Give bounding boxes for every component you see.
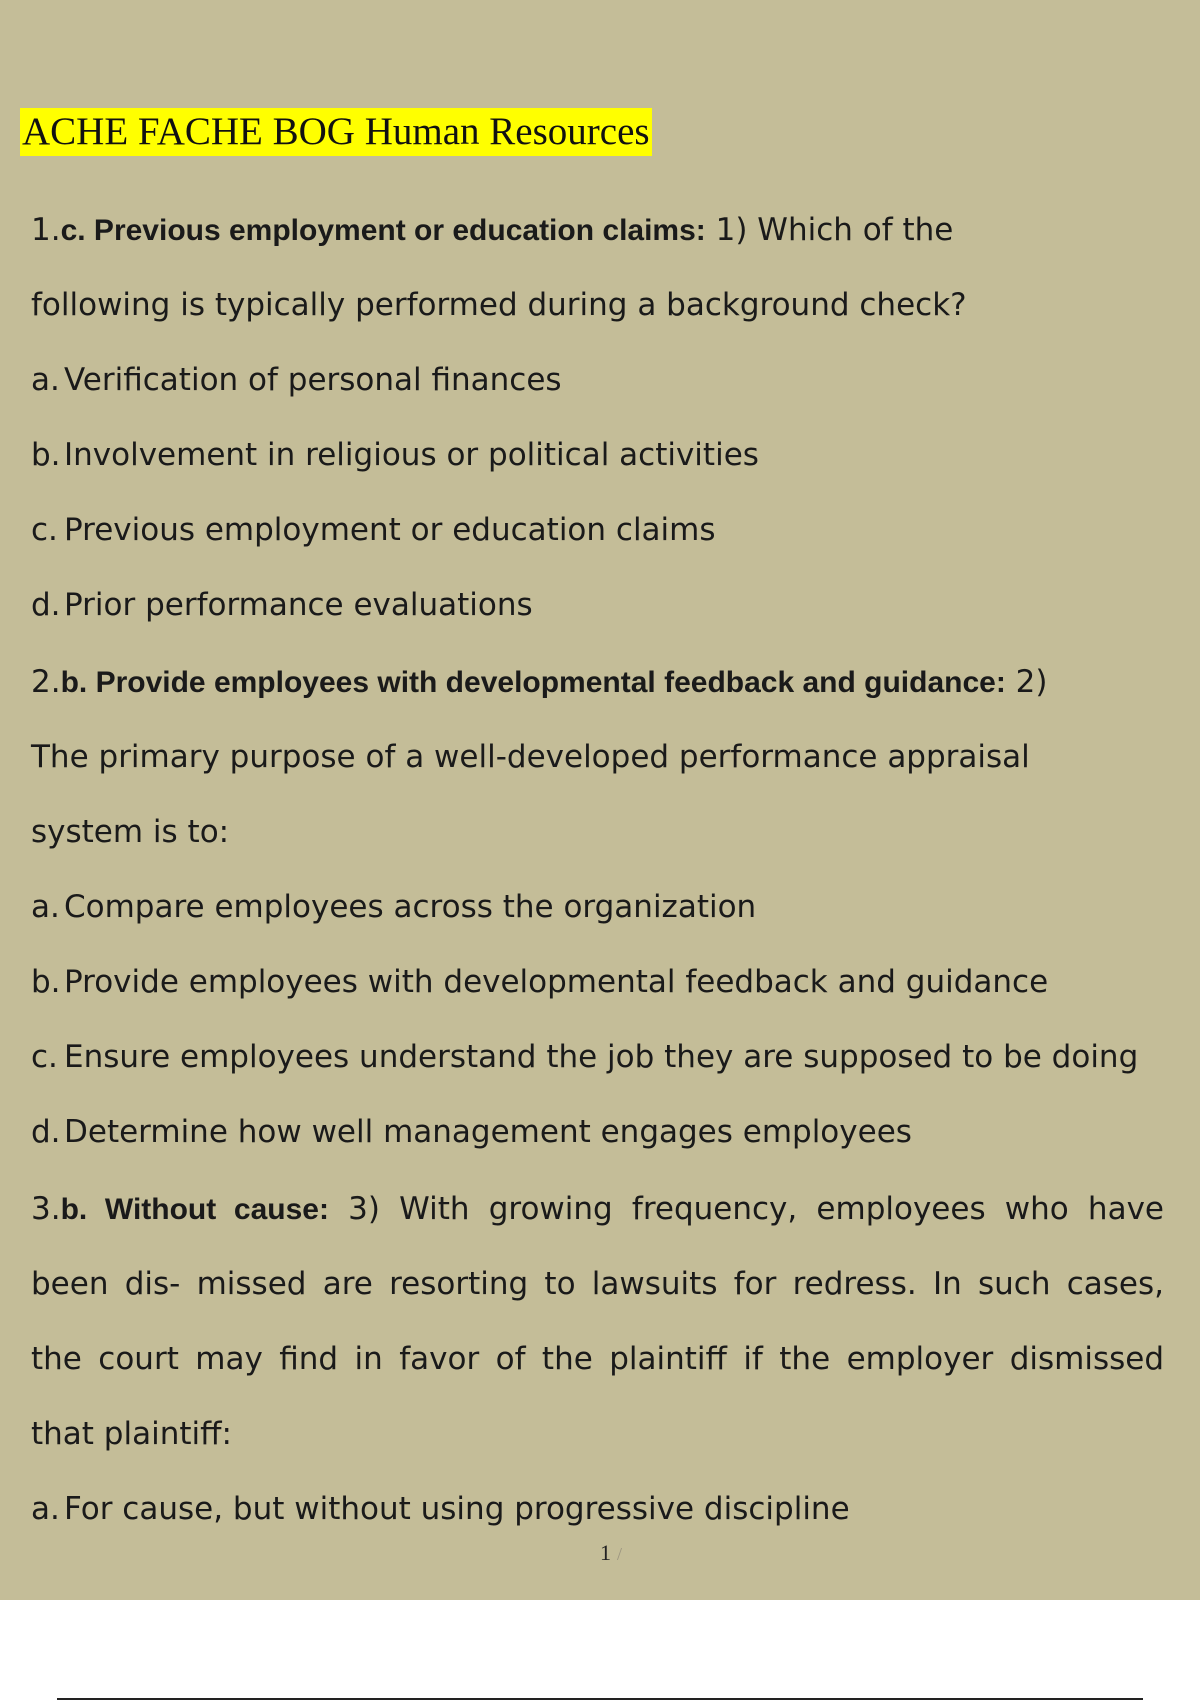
question-1-heading bbox=[31, 210, 953, 251]
option-letter: c. bbox=[31, 512, 58, 548]
option-letter: a. bbox=[31, 362, 60, 398]
option-text: Provide employees with developmental feedback and guidance bbox=[64, 964, 1049, 1000]
option-letter: b. bbox=[31, 437, 61, 473]
correct-answer: b. Without cause: bbox=[60, 1193, 329, 1226]
answer-option bbox=[31, 1489, 850, 1529]
option-letter: c. bbox=[31, 1039, 58, 1075]
question-stem-line: The primary purpose of a well-developed performance appraisal bbox=[31, 739, 1030, 775]
answer-option bbox=[31, 887, 756, 927]
question-number: 1. bbox=[31, 212, 61, 248]
question-number: 2. bbox=[31, 664, 61, 700]
option-letter: d. bbox=[31, 1114, 61, 1150]
question-stem-line: following is typically performed during a background check? bbox=[31, 287, 967, 323]
question-3-heading bbox=[31, 1189, 1164, 1230]
page-separator: / bbox=[617, 1544, 623, 1564]
question-stem: 3) With growing frequency, employees who have bbox=[328, 1191, 1164, 1227]
option-letter: b. bbox=[31, 964, 61, 1000]
answer-option bbox=[31, 585, 533, 625]
option-text: Determine how well management engages employees bbox=[64, 1114, 912, 1150]
question-stem-line: been dis- missed are resorting to lawsuits for redress. In such cases, bbox=[31, 1266, 1164, 1302]
option-text: Involvement in religious or political activities bbox=[64, 437, 759, 473]
document-title: ACHE FACHE BOG Human Resources bbox=[20, 108, 652, 156]
option-text: For cause, but without using progressive discipline bbox=[64, 1491, 850, 1527]
answer-option bbox=[31, 435, 759, 475]
page-number bbox=[600, 1540, 622, 1566]
option-letter: a. bbox=[31, 1491, 60, 1527]
option-text: Ensure employees understand the job they are supposed to be doing bbox=[64, 1039, 1139, 1075]
option-text: Compare employees across the organization bbox=[64, 889, 757, 925]
question-stem-line: that plaintiff: bbox=[31, 1416, 232, 1452]
option-letter: a. bbox=[31, 889, 60, 925]
answer-option bbox=[31, 962, 1048, 1002]
correct-answer: c. Previous employment or education claims: bbox=[60, 214, 706, 247]
option-letter: d. bbox=[31, 587, 61, 623]
question-2-heading bbox=[31, 662, 1048, 703]
question-number: 3. bbox=[31, 1191, 61, 1227]
option-text: Verification of personal finances bbox=[64, 362, 562, 398]
question-stem-line: system is to: bbox=[31, 814, 230, 850]
answer-option bbox=[31, 510, 716, 550]
question-stem-line: the court may find in favor of the plaintiff if the employer dismissed bbox=[31, 1341, 1164, 1377]
question-stem: 1) Which of the bbox=[705, 212, 954, 248]
question-stem: 2) bbox=[1005, 664, 1048, 700]
option-text: Prior performance evaluations bbox=[64, 587, 533, 623]
option-text: Previous employment or education claims bbox=[64, 512, 716, 548]
answer-option bbox=[31, 1112, 912, 1152]
correct-answer: b. Provide employees with developmental feedback and guidance: bbox=[60, 666, 1006, 699]
page-number-value: 1 bbox=[600, 1540, 611, 1565]
answer-option bbox=[31, 360, 562, 400]
answer-option bbox=[31, 1037, 1138, 1077]
